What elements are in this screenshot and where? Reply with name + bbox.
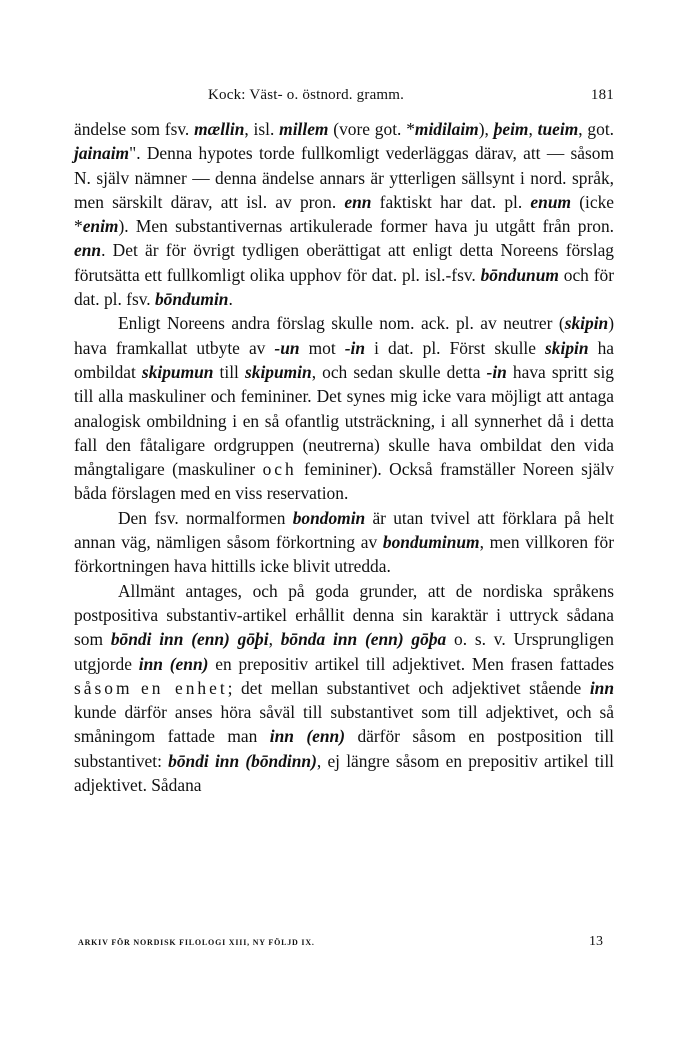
- text-run: och för dat. pl. fsv.: [74, 264, 614, 310]
- paragraph-1: [74, 117, 614, 311]
- text-run: ) hava framkallat utbyte av: [74, 313, 614, 358]
- italic-term: -in: [486, 361, 507, 382]
- text-run: , men villkoren för förkortningen hava hittills icke blivit utredda.: [74, 532, 614, 577]
- italic-term: midilaim: [414, 119, 479, 139]
- text-run: i dat. pl. Först skulle: [365, 337, 546, 358]
- text-run: , och sedan skulle detta: [311, 361, 487, 382]
- italic-term: bōndi inn (enn) gōþi: [110, 629, 269, 650]
- running-title: Kock: Väst- o. östnord. gramm.: [208, 87, 405, 103]
- italic-term: enum: [530, 191, 572, 212]
- italic-term: tueim: [537, 119, 579, 139]
- signature-line: ARKIV FÖR NORDISK FILOLOGI XIII, NY FÖLJD IX.: [78, 938, 315, 947]
- italic-term: þeim: [493, 119, 529, 139]
- text-run: femininer). Också framställer Noreen själv båda förslagen med en viss reservation.: [74, 459, 615, 504]
- text-run: , ej längre såsom en prepositiv artikel till adjektivet. Sådana: [74, 750, 614, 796]
- italic-term: skipin: [545, 337, 589, 358]
- italic-term: inn (enn): [138, 653, 209, 674]
- text-run: mot: [299, 337, 345, 358]
- text-run: Enligt Noreens andra förslag skulle nom. ack. pl. av neutrer (: [118, 313, 565, 334]
- italic-term: enn: [344, 191, 372, 212]
- text-run: hava spritt sig till alla maskuliner och femininer. Det synes mig icke vara möjligt att antaga analogisk ombildning i en så ofantlig utsträckning, i all synnerhet då i detta fall den fåtaligare ordgruppen (neutrerna) skulle hava ombildat den vida mångtaligare (maskuliner: [74, 361, 614, 480]
- text-run: därför såsom en postposition till substantivet:: [74, 726, 614, 771]
- text-run: [132, 678, 141, 698]
- text-run: ha ombildat: [74, 337, 615, 382]
- text-run: är utan tvivel att förklara på helt annan väg, nämligen såsom förkortning av: [74, 507, 614, 553]
- page-number: 181: [590, 87, 614, 103]
- text-run: Allmänt antages, och på goda grunder, att de nordiska språkens postpositiva substantiv-artikel erhållit denna sin karaktär i uttryck sådana som: [74, 580, 614, 650]
- italic-term: inn: [589, 677, 614, 698]
- italic-term: mællin: [194, 119, 245, 139]
- text-run: faktiskt har dat. pl.: [371, 191, 531, 212]
- italic-term: skipumin: [244, 361, 312, 382]
- text-run: , isl.: [244, 119, 280, 139]
- text-run: ). Men substantivernas artikulerade former hava ju utgått från pron.: [118, 216, 614, 237]
- italic-term: jainaim: [74, 143, 130, 164]
- running-header: [74, 87, 614, 111]
- italic-term: -in: [344, 337, 366, 358]
- italic-term: enim: [82, 216, 119, 237]
- text-run: (vore got. *: [328, 119, 415, 139]
- text-run: Den fsv. normalformen: [118, 507, 293, 528]
- spaced-text: och: [262, 459, 297, 480]
- spaced-text: en enhet: [141, 677, 228, 698]
- paragraph-2: [74, 311, 614, 505]
- text-run: ,: [268, 629, 281, 650]
- page-footer: [78, 934, 603, 952]
- italic-term: bōndi inn (bōndinn): [168, 750, 317, 771]
- text-run: ),: [478, 119, 494, 139]
- italic-term: bōndumin: [154, 289, 229, 310]
- paragraph-4: [74, 579, 614, 798]
- italic-term: bondomin: [292, 507, 366, 528]
- text-run: till: [213, 361, 245, 382]
- italic-term: skipin: [564, 313, 609, 334]
- text-run: , got.: [578, 119, 614, 139]
- text-run: o. s. v. Ursprungligen utgjorde: [74, 629, 614, 674]
- italic-term: bōndunum: [480, 264, 559, 285]
- spaced-text: såsom: [74, 677, 133, 698]
- text-run: (icke *: [74, 191, 614, 237]
- text-run: .: [228, 289, 233, 310]
- paragraph-3: [74, 506, 614, 579]
- sheet-number: 13: [589, 934, 603, 949]
- italic-term: bonduminum: [382, 532, 480, 553]
- italic-term: inn (enn): [269, 726, 346, 747]
- text-run: kunde därför anses höra såväl till substantivet som till adjektivet, och så småningom fattade man: [74, 702, 614, 747]
- italic-term: skipumun: [141, 361, 214, 382]
- italic-term: bōnda inn (enn) gōþa: [280, 629, 447, 650]
- italic-term: millem: [279, 119, 329, 139]
- text-run: ". Denna hypotes torde fullkomligt vederläggas därav, att — såsom N. själv nämner — denna ändelse annars är ytterligen sällsynt i nord. språk, men särskilt därav, att isl. av pron.: [74, 143, 614, 212]
- italic-term: enn: [74, 240, 102, 261]
- text-run: ,: [528, 119, 538, 139]
- body-text: [74, 117, 614, 797]
- italic-term: -un: [274, 337, 300, 358]
- text-run: . Det är för övrigt tydligen oberättigat att enligt detta Noreens förslag förutsätta ett fullkomligt olika upphov för dat. pl. isl.-fsv.: [74, 240, 614, 285]
- text-run: en prepositiv artikel till adjektivet. Men frasen fattades: [208, 653, 614, 674]
- text-run: ändelse som fsv.: [74, 119, 195, 139]
- text-run: ; det mellan substantivet och adjektivet stående: [227, 677, 590, 698]
